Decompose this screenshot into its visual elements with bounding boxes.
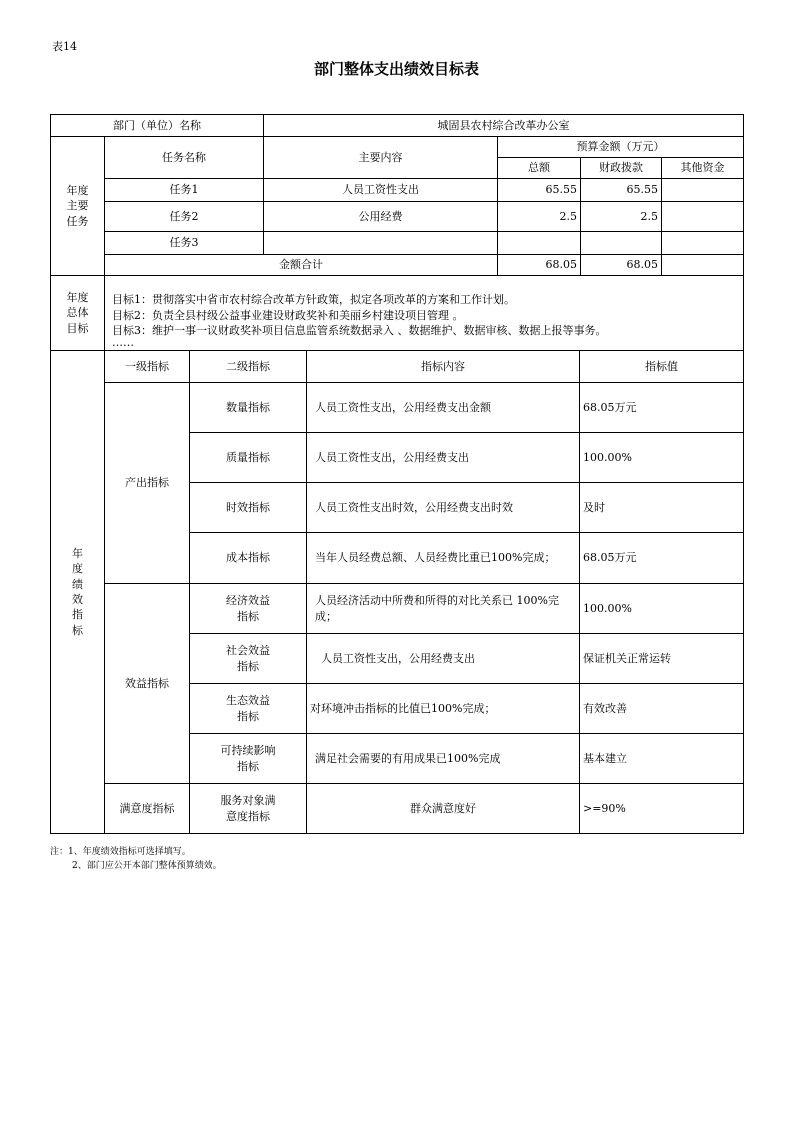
dept-value: 城固县农村综合改革办公室: [263, 114, 744, 137]
service-satisfaction-value: >=90%: [579, 783, 744, 834]
social-benefit-indicator: [189, 633, 307, 684]
annual-tasks-label: [50, 136, 105, 276]
ecological-benefit-content: 对环境冲击指标的比值已100%完成；: [306, 683, 580, 734]
task-1-name: 任务1: [104, 178, 264, 202]
task-3-total: [497, 231, 581, 255]
economic-benefit-content: 人员经济活动中所费和所得的对比关系已 100%完成；: [306, 583, 580, 634]
sum-other: [661, 254, 744, 276]
footnote-1: 注：1、年度绩效指标可选择填写。: [50, 847, 191, 857]
level2-header: 二级指标: [189, 350, 307, 383]
task-3-name: 任务3: [104, 231, 264, 255]
cost-indicator-content: 当年人员经费总额、人员经费比重已100%完成；: [306, 532, 580, 584]
task-1-fiscal: 65.55: [580, 178, 662, 202]
footnote-2: 2、部门应公开本部门整体预算绩效。: [72, 861, 222, 871]
quality-indicator-value: 100.00%: [579, 432, 744, 483]
task-3-other: [661, 231, 744, 255]
task-3-content: [263, 231, 498, 255]
table-number: 表14: [52, 40, 77, 53]
benefit-indicators-label: 效益指标: [104, 583, 190, 784]
quantity-indicator-value: 68.05万元: [579, 382, 744, 433]
economic-benefit-value: 100.00%: [579, 583, 744, 634]
sum-fiscal: 68.05: [580, 254, 662, 276]
output-indicators-label: 产出指标: [104, 382, 190, 584]
task-2-name: 任务2: [104, 201, 264, 232]
task-1-total: 65.55: [497, 178, 581, 202]
task-3-fiscal: [580, 231, 662, 255]
timeliness-indicator-value: 及时: [579, 482, 744, 533]
indicator-value-header: 指标值: [579, 350, 744, 383]
indicator-content-header: 指标内容: [306, 350, 580, 383]
annual-tasks-label-text: 年度主要任务: [66, 183, 89, 228]
economic-benefit-indicator-text: 经济效益指标: [225, 594, 270, 623]
footnotes: [50, 845, 222, 873]
task-2-total: 2.5: [497, 201, 581, 232]
sum-label: 金额合计: [104, 254, 498, 276]
task-2-fiscal: 2.5: [580, 201, 662, 232]
budget-fiscal-header: 财政拨款: [580, 157, 662, 179]
economic-benefit-indicator: [189, 583, 307, 634]
social-benefit-indicator-text: 社会效益指标: [225, 644, 270, 673]
indicators-label-text: 年度绩效指标: [72, 546, 83, 637]
social-benefit-content: 人员工资性支出，公用经费支出: [306, 633, 580, 684]
sustainability-indicator-text: 可持续影响指标: [220, 744, 276, 773]
sum-total: 68.05: [497, 254, 581, 276]
sustainability-value: 基本建立: [579, 733, 744, 784]
social-benefit-value: 保证机关正常运转: [579, 633, 744, 684]
quantity-indicator-content: 人员工资性支出，公用经费支出金额: [306, 382, 580, 433]
budget-other-header: 其他资金: [661, 157, 744, 179]
goal-line-2: 目标2：负责全县村级公益事业建设财政奖补和美丽乡村建设项目管理 。: [112, 308, 464, 322]
service-satisfaction-indicator-text: 服务对象满意度指标: [220, 794, 276, 823]
timeliness-indicator-content: 人员工资性支出时效，公用经费支出时效: [306, 482, 580, 533]
budget-total-header: 总额: [497, 157, 581, 179]
timeliness-indicator: 时效指标: [189, 482, 307, 533]
cost-indicator: 成本指标: [189, 532, 307, 584]
dept-label: 部门（单位）名称: [50, 114, 264, 137]
goal-line-3: 目标3：维护一事一议财政奖补项目信息监管系统数据录入 、数据维护、数据审核、数据上报等事务。: [112, 324, 607, 337]
budget-header: 预算金额（万元）: [497, 136, 744, 158]
ecological-benefit-indicator-text: 生态效益指标: [225, 694, 270, 723]
goal-line-4: ……: [112, 335, 134, 349]
task-2-content: 公用经费: [263, 201, 498, 232]
quality-indicator: 质量指标: [189, 432, 307, 483]
sustainability-content: 满足社会需要的有用成果已100%完成: [306, 733, 580, 784]
quality-indicator-content: 人员工资性支出，公用经费支出: [306, 432, 580, 483]
task-1-other: [661, 178, 744, 202]
task-content-header: 主要内容: [263, 136, 498, 179]
quantity-indicator: 数量指标: [189, 382, 307, 433]
ecological-benefit-indicator: [189, 683, 307, 734]
level1-header: 一级指标: [104, 350, 190, 383]
annual-goals-label-text: 年度总体目标: [66, 290, 89, 335]
task-2-other: [661, 201, 744, 232]
annual-goals-text: [112, 292, 607, 347]
sustainability-indicator: [189, 733, 307, 784]
indicators-label: [50, 350, 105, 834]
satisfaction-indicators-label: 满意度指标: [104, 783, 190, 834]
cost-indicator-value: 68.05万元: [579, 532, 744, 584]
service-satisfaction-indicator: [189, 783, 307, 834]
ecological-benefit-value: 有效改善: [579, 683, 744, 734]
page-title: 部门整体支出绩效目标表: [313, 60, 479, 78]
service-satisfaction-content: 群众满意度好: [306, 783, 580, 834]
annual-goals-label: [50, 275, 105, 351]
goal-line-1: 目标1：贯彻落实中省市农村综合改革方针政策，拟定各项改革的方案和工作计划。: [112, 293, 515, 306]
task-1-content: 人员工资性支出: [263, 178, 498, 202]
task-name-header: 任务名称: [104, 136, 264, 179]
